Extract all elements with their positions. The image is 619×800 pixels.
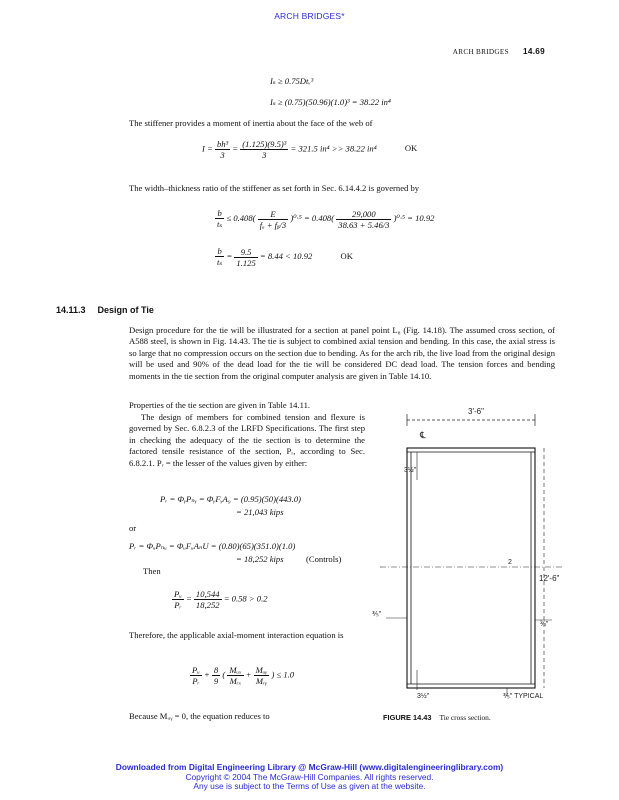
centerline-label: ℄ (420, 430, 426, 440)
eq9-rhs: ) ≤ 1.0 (271, 669, 295, 680)
paragraph-width-thickness: The width–thickness ratio of the stiffener as set forth in Sec. 6.14.4.2 is governed by (129, 183, 420, 193)
section-title: Design of Tie (97, 305, 154, 315)
eq5-f2-num: 9.5 (234, 247, 257, 258)
eq8-f-num: Pᵤ (174, 589, 182, 599)
eq4-f3-num: 29,000 (336, 209, 391, 220)
eq4-fraction-b-ts (215, 208, 224, 230)
dim-width-label: 3'-6" (468, 407, 484, 416)
equation-force-ratio (172, 589, 268, 610)
eq3-f1-den: 3 (220, 150, 225, 160)
eq8-f2-num: 10,544 (195, 589, 220, 599)
footer (0, 763, 619, 792)
eq9-plus: + (203, 669, 210, 680)
eq3-ok: OK (404, 143, 418, 154)
footer-line-3[interactable]: Any use is subject to the Terms of Use as given at the website. (193, 781, 426, 792)
eq9-f2-num: 8 (213, 665, 219, 675)
eq4-f-den: tₛ (217, 219, 223, 229)
equation-stiffener-value: Iₛ ≥ (0.75)(50.96)(1.0)³ = 38.22 in⁴ (270, 97, 391, 107)
equation-fracture-resistance: Pᵣ = ΦᵤPₙᵤ = ΦᵤFᵤAₙU = (0.80)(65)(351.0)(1.0) (129, 541, 296, 551)
figure-caption (383, 713, 491, 722)
eq5-fraction-values (234, 247, 257, 268)
dim-two-label: 2 (508, 559, 512, 566)
dim-web-right-label: ¾" (540, 621, 549, 628)
equation-interaction (190, 665, 294, 686)
eq3-eqsign: = (232, 143, 239, 154)
eq9-f1-num: Pᵤ (192, 665, 200, 675)
eq9-f4-num: Mᵤᵧ (255, 665, 268, 675)
text-or: or (129, 523, 137, 533)
eq3-fraction-2 (240, 139, 288, 160)
equation-yield-result: = 21,043 kips (236, 507, 284, 517)
eq9-fraction-8-9 (212, 665, 220, 686)
page-number: 14.69 (523, 47, 545, 56)
paragraph-design-procedure: Design procedure for the tie will be illustrated for a section at panel point L₈ (Fig. 14.18). The assumed cross section, of A588 steel, is shown in Fig. 14.43. The tie is subject to combined axial tension and bending. In this case, the axial stress is so large that no compression occurs on the section due to bending. As for the arch rib, the live load from the original design will be used and 90% of the dead load for the tie will be considered DC dead load. The tension forces and bending moments in the tie section from the original computer analysis are given in Table 14.10. (129, 325, 555, 381)
running-head (453, 47, 545, 56)
paragraph-combined-tension: The design of members for combined tension and flexure is governed by Sec. 6.8.2.3 of the LRFD Specifications. The first step in checking the adequacy of the tie section is to determine the factored tensile resistance of the section, Pᵣ, according to Sec. 6.8.2.1. Pᵣ = the lesser of the values given by either: (129, 412, 365, 468)
dim-bottom-plate-label: 3½" (417, 693, 430, 700)
eq3-f1-num: bh³ (216, 139, 229, 149)
dim-typical-label: ⅗" TYPICAL (503, 693, 544, 700)
eq4-f-num: b (215, 208, 224, 219)
eq3-f2-den: 3 (262, 150, 267, 160)
section-heading (56, 305, 166, 315)
paragraph-interaction: Therefore, the applicable axial-moment interaction equation is (129, 630, 344, 640)
eq8-rhs: = 0.58 > 0.2 (223, 593, 268, 604)
eq4-f3-den: 38.63 + 5.46/3 (338, 219, 390, 230)
dim-web-left-label: ⅗" (372, 611, 382, 618)
eq9-f3-den: Mᵣₓ (229, 676, 242, 686)
text-then: Then (143, 566, 161, 576)
eq3-lhs: I = (202, 143, 213, 154)
eq3-fraction-1 (215, 139, 230, 160)
tie-box-outline (407, 448, 535, 688)
eq8-eqsign: = (185, 593, 192, 604)
equation-width-thickness-check (215, 246, 353, 268)
eq8-f-den: Pᵣ (174, 600, 182, 610)
eq5-rhs: = 8.44 < 10.92 (259, 250, 313, 261)
eq4-fraction-e (258, 209, 289, 230)
eq9-fraction-mux (227, 665, 243, 686)
equation-width-thickness (215, 208, 434, 230)
eq8-f2-den: 18,252 (195, 600, 220, 610)
footer-line-2: Copyright © 2004 The McGraw-Hill Companies. All rights reserved. (185, 771, 434, 782)
footer-line-1[interactable]: Downloaded from Digital Engineering Library @ McGraw-Hill (www.digitalengineeringlibrary.com) (115, 762, 504, 772)
eq4-fraction-numeric (336, 209, 391, 230)
figure-label: FIGURE 14.43 (383, 713, 432, 722)
eq5-fraction-b-ts (215, 246, 224, 268)
eq8-fraction-values (194, 589, 222, 610)
eq9-f1-den: Pᵣ (192, 676, 200, 686)
eq9-fraction-pu-pr (190, 665, 202, 686)
eq4-rhs: )⁰·⁵ = 10.92 (393, 212, 435, 223)
dim-height-label: 12'-6" (539, 574, 560, 583)
paragraph-stiffener: The stiffener provides a moment of inertia about the face of the web of (129, 118, 373, 128)
eq5-f2-den: 1.125 (236, 257, 256, 268)
eq5-eqsign: = (226, 250, 233, 261)
paragraph-because: Because Mᵤᵧ = 0, the equation reduces to (129, 711, 270, 721)
running-head-title: ARCH BRIDGES (452, 48, 509, 56)
eq5-f-num: b (215, 246, 224, 257)
eq4-close: )⁰·⁵ = 0.408( (290, 212, 335, 223)
text-controls: (Controls) (306, 554, 342, 564)
eq8-fraction-pu-pr (172, 589, 184, 610)
equation-moment-of-inertia (202, 139, 417, 160)
eq5-ok: OK (340, 250, 353, 261)
dim-top-plate-label: 3½" (404, 467, 417, 474)
figure-caption-text: Tie cross section. (439, 713, 491, 722)
paragraph-properties: Properties of the tie section are given in Table 14.11. (129, 400, 311, 410)
eq4-mid: ≤ 0.408( (226, 212, 256, 223)
eq3-rhs: = 321.5 in⁴ >> 38.22 in⁴ (290, 143, 377, 154)
eq9-open: ( (222, 669, 226, 680)
tie-cross-section-figure (372, 400, 572, 710)
eq9-fraction-muy (254, 665, 270, 686)
eq9-f4-den: Mᵣᵧ (255, 676, 268, 686)
equation-fracture-result: = 18,252 kips (236, 554, 284, 564)
eq5-f-den: tₛ (217, 257, 223, 267)
eq4-f2-num: E (258, 209, 289, 220)
section-number: 14.11.3 (56, 305, 86, 315)
eq9-f2-den: 9 (213, 676, 219, 686)
eq4-f2-den: fₐ + fᵦ/3 (259, 219, 287, 230)
eq3-f2-num: (1.125)(9.5)³ (242, 139, 287, 149)
equation-yield-resistance: Pᵣ = ΦᵧPₙᵧ = ΦᵧFᵧA₉ = (0.95)(50)(443.0) (160, 494, 302, 504)
eq9-f3-num: Mᵤₓ (229, 665, 242, 675)
eq9-plus2: + (245, 669, 252, 680)
top-banner: ARCH BRIDGES* (274, 11, 345, 21)
equation-stiffener-min: Iₛ ≥ 0.75Dtᵥ³ (270, 76, 314, 86)
